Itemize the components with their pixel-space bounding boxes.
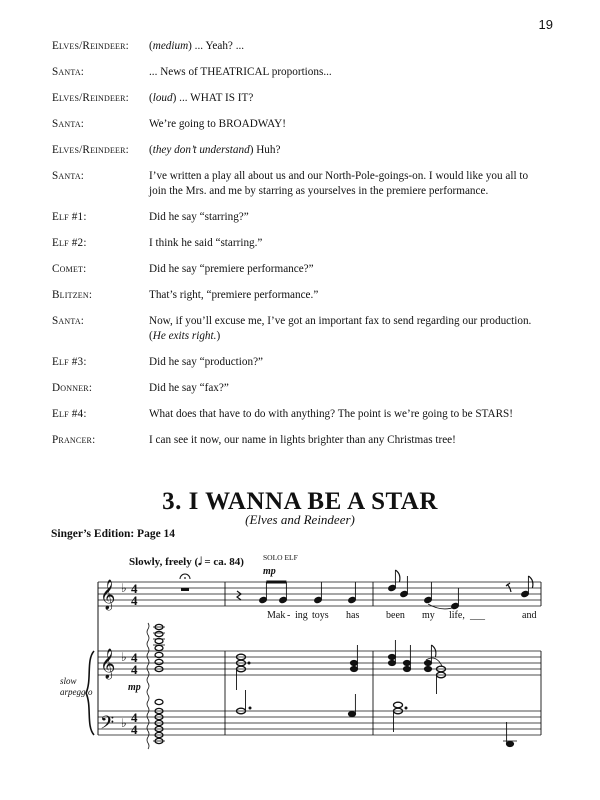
measure-barlines: [225, 582, 541, 735]
spoken-text: (: [149, 92, 153, 104]
stage-direction: they don’t understand: [152, 144, 250, 156]
spoken-text: Did he say “fax?”: [149, 382, 229, 394]
fermata-rest: [180, 574, 190, 591]
flat-key-signature-icon: ♭: [121, 581, 127, 595]
speaker-name: Santa:: [52, 170, 85, 182]
piano-treble-measure-1: [237, 645, 358, 690]
song-title: 3. I WANNA BE A STAR: [162, 488, 438, 515]
spoken-text: (: [149, 40, 153, 52]
speaker-name: Comet:: [52, 263, 87, 275]
spoken-text: ... News of THEATRICAL proportions...: [149, 66, 332, 78]
spoken-text: Did he say “premiere performance?”: [149, 263, 314, 275]
stage-direction: He exits right.: [152, 330, 217, 342]
flat-key-signature-icon: ♭: [121, 716, 127, 730]
vocal-notes-measure-2: [388, 570, 533, 610]
flat-key-signature-icon: ♭: [121, 650, 127, 664]
vocal-dynamic-mp: mp: [263, 566, 276, 577]
treble-clef-icon: 𝄞: [100, 649, 116, 679]
speaker-name: Elf #2:: [52, 237, 87, 249]
spoken-text: Did he say “production?”: [149, 356, 264, 368]
spoken-text: Now, if you’ll excuse me, I’ve got an important fax to send regarding our production. (: [149, 315, 532, 342]
spoken-text: I can see it now, our name in lights brighter than any Christmas tree!: [149, 434, 456, 446]
speaker-name: Elves/Reindeer:: [52, 92, 129, 104]
speaker-name: Donner:: [52, 382, 93, 394]
tempo-value: = ca. 84): [201, 556, 244, 568]
spoken-text: Did he say “starring?”: [149, 211, 249, 223]
lyric-hyphen: -: [287, 610, 291, 621]
spoken-text: ): [216, 330, 221, 342]
speaker-name: Elves/Reindeer:: [52, 40, 129, 52]
piano-bass-notes: [237, 690, 518, 747]
lyric-syllable: life,: [449, 610, 465, 621]
eighth-rest: [506, 583, 511, 592]
spoken-text: What does that have to do with anything? The point is we’re going to be STARS!: [149, 408, 513, 420]
spoken-text: That’s right, “premiere performance.”: [149, 289, 319, 301]
lyric-syllable: my: [422, 610, 435, 621]
piano-treble-staff: [98, 651, 541, 675]
speaker-name: Santa:: [52, 118, 85, 130]
spoken-text: ) ... Yeah? ...: [188, 40, 245, 52]
spoken-text: I think he said “starring.”: [149, 237, 263, 249]
time-signature-bottom: 4: [131, 722, 138, 737]
speaker-name: Blitzen:: [52, 289, 93, 301]
speaker-name: Elf #4:: [52, 408, 87, 420]
arpeggio-label-slow: slow: [60, 676, 77, 686]
arpeggio-label-arpeggio: arpeggio: [60, 687, 93, 697]
spoken-text: We’re going to BROADWAY!: [149, 118, 286, 130]
grand-staff-brace: [86, 651, 94, 735]
spoken-text: I’ve written a play all about us and our North-Pole-goings-on. I would like you all to join the Mrs. and me by starring as yourselves in the premiere performance.: [149, 170, 529, 197]
speaker-name: Prancer:: [52, 434, 96, 446]
lyric-extender: ___: [470, 610, 485, 621]
piano-treble-measure-2: [388, 640, 445, 694]
speaker-name: Elf #1:: [52, 211, 87, 223]
stage-direction: loud: [152, 92, 173, 104]
song-subtitle: (Elves and Reindeer): [245, 512, 355, 527]
time-signature-top: 4: [131, 581, 138, 596]
speaker-name: Elf #3:: [52, 356, 87, 368]
piano-dynamic-mp: mp: [128, 682, 141, 693]
page-number: 19: [538, 17, 553, 32]
tempo-text: Slowly, freely (: [129, 556, 199, 568]
time-signature-top: 4: [131, 710, 138, 725]
piano-bass-staff: [98, 711, 541, 735]
time-signature-bottom: 4: [131, 662, 138, 677]
spoken-text: ) ... WHAT IS IT?: [172, 92, 254, 104]
quarter-rest: [237, 591, 241, 600]
vocal-notes-measure-1: [237, 582, 356, 604]
spoken-text: ) Huh?: [249, 144, 281, 156]
lyric-syllable: ing: [295, 610, 308, 621]
lyric-syllable: been: [386, 610, 405, 621]
lyric-syllable: toys: [312, 610, 329, 621]
treble-clef-icon: 𝄞: [100, 580, 116, 610]
spoken-text: (: [149, 144, 153, 156]
speaker-name: Santa:: [52, 66, 85, 78]
arpeggio-chord: [147, 623, 165, 749]
half-note-icon: 𝅗𝅥: [198, 555, 202, 568]
time-signature-top: 4: [131, 650, 138, 665]
lyric-syllable: Mak: [267, 610, 286, 621]
speaker-name: Santa:: [52, 315, 85, 327]
lyric-syllable: and: [522, 610, 537, 621]
lyric-syllable: has: [346, 610, 360, 621]
singers-edition-reference: Singer’s Edition: Page 14: [51, 528, 176, 540]
solo-elf-label: SOLO ELF: [263, 553, 298, 562]
time-signature-bottom: 4: [131, 593, 138, 608]
speaker-name: Elves/Reindeer:: [52, 144, 129, 156]
stage-direction: medium: [152, 40, 189, 52]
bass-clef-icon: 𝄢: [100, 713, 115, 738]
